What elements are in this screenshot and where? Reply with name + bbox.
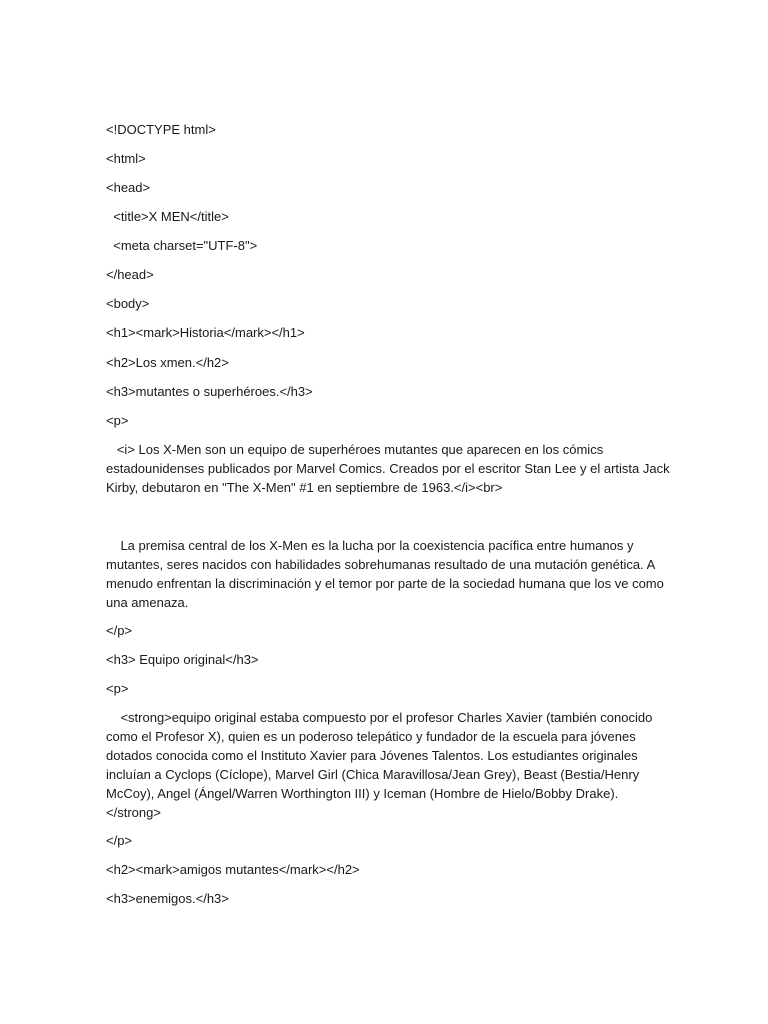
- paragraph-intro: [106, 440, 670, 497]
- paragraph-line: estadounidenses publicados por Marvel Comics. Creados por el escritor Stan Lee y el artista Jack: [106, 461, 670, 476]
- code-line-doctype: <!DOCTYPE html>: [106, 122, 216, 137]
- code-line-head-close: </head>: [106, 267, 154, 282]
- code-line-h1: <h1><mark>Historia</mark></h1>: [106, 325, 305, 340]
- code-line-p-close-2: </p>: [106, 833, 133, 848]
- paragraph-line: incluían a Cyclops (Cíclope), Marvel Girl (Chica Maravillosa/Jean Grey), Beast (Bestia/Henry: [106, 767, 640, 782]
- code-line-title: <title>X MEN</title>: [106, 209, 229, 224]
- paragraph-line: Kirby, debutaron en "The X-Men" #1 en septiembre de 1963.</i><br>: [106, 480, 503, 495]
- code-line-body-open: <body>: [106, 296, 150, 311]
- paragraph-line: una amenaza.: [106, 595, 189, 610]
- paragraph-line: <strong>equipo original estaba compuesto por el profesor Charles Xavier (también conocido: [106, 710, 653, 725]
- code-line-h2: <h2>Los xmen.</h2>: [106, 355, 229, 370]
- paragraph-line: mutantes, seres nacidos con habilidades sobrehumanas resultado de una mutación genética. A: [106, 557, 656, 572]
- code-line-h2-amigos: <h2><mark>amigos mutantes</mark></h2>: [106, 862, 360, 877]
- paragraph-line: </strong>: [106, 805, 161, 820]
- code-line-h3: <h3>mutantes o superhéroes.</h3>: [106, 384, 313, 399]
- code-line-h3-enemigos: <h3>enemigos.</h3>: [106, 891, 229, 906]
- paragraph-line: menudo enfrentan la discriminación y el temor por parte de la sociedad humana que los ve como: [106, 576, 664, 591]
- code-line-p-open-2: <p>: [106, 681, 129, 696]
- paragraph-line: La premisa central de los X-Men es la lucha por la coexistencia pacífica entre humanos y: [106, 538, 634, 553]
- code-line-head-open: <head>: [106, 180, 151, 195]
- paragraph-original-team: [106, 708, 666, 822]
- code-line-h3-equipo: <h3> Equipo original</h3>: [106, 652, 259, 667]
- paragraph-line: McCoy), Angel (Ángel/Warren Worthington III) y Iceman (Hombre de Hielo/Bobby Drake).: [106, 786, 619, 801]
- paragraph-line: <i> Los X-Men son un equipo de superhéroes mutantes que aparecen en los cómics: [106, 442, 604, 457]
- paragraph-premise: [106, 536, 666, 612]
- code-line-meta: <meta charset="UTF-8">: [106, 238, 258, 253]
- paragraph-line: dotados conocida como el Instituto Xavier para Jóvenes Talentos. Los estudiantes originales: [106, 748, 638, 763]
- code-line-html-open: <html>: [106, 151, 146, 166]
- code-line-p-open: <p>: [106, 413, 129, 428]
- code-line-p-close: </p>: [106, 623, 133, 638]
- paragraph-line: como el Profesor X), quien es un poderoso telepático y fundador de la escuela para jóvenes: [106, 729, 636, 744]
